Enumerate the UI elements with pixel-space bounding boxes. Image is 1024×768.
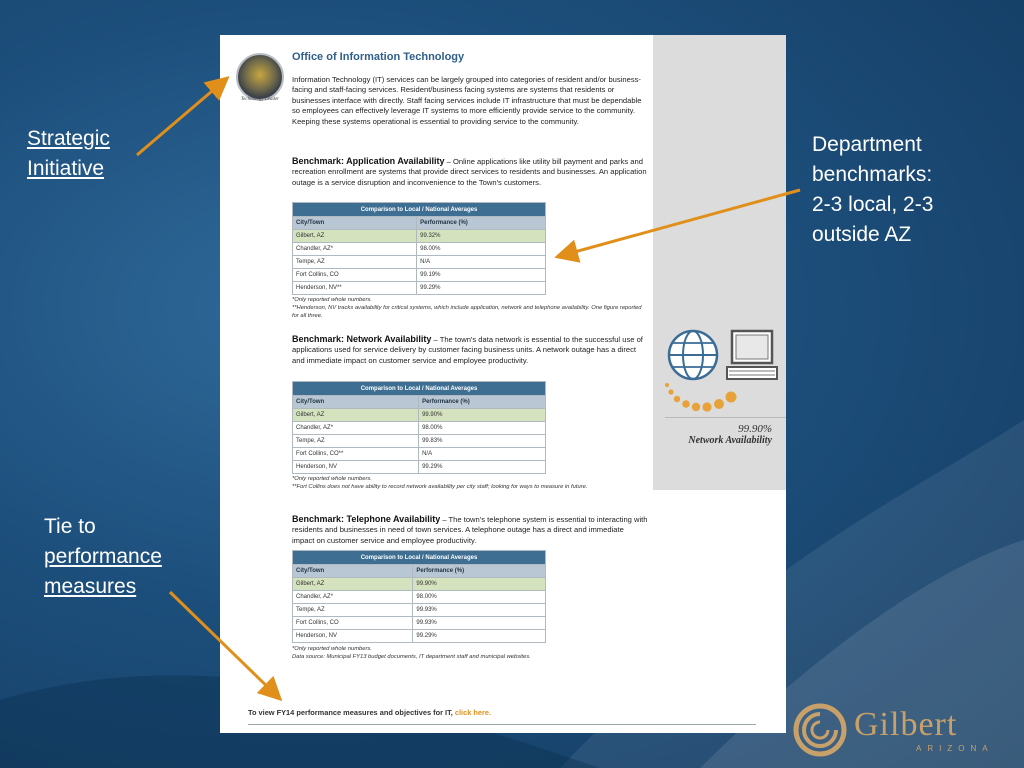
callout-strategic-initiative: Strategic Initiative — [27, 127, 110, 180]
section-application-text: Benchmark: Application Availability – Online applications like utility bill payment and parks and recreation enrollment are systems that provide direct services to residents and businesses. An application outage is a service disruption and inconvenience to the Town's customers. — [292, 156, 647, 187]
table-row: Gilbert, AZ 99.32% — [293, 230, 546, 243]
gilbert-brand — [792, 700, 1002, 760]
document-page — [220, 35, 786, 733]
footer-text: To view FY14 performance measures and objectives for IT, click here. — [248, 708, 492, 717]
footer-divider — [248, 724, 756, 725]
section-network-text: Benchmark: Network Availability – The town's data network is essential to the successful use of applications used for service delivery by customer facing business units. A network outage has a direct and immediate impact on customer service and employee productivity. — [292, 334, 643, 365]
table-row: Henderson, NV 99.29% — [293, 630, 546, 643]
brand-subtitle: ARIZONA — [916, 744, 994, 753]
table-row: Gilbert, AZ 99.90% — [293, 409, 546, 422]
arrow-strategic — [137, 80, 225, 155]
technology-leader-seal-icon — [236, 53, 284, 101]
intro-paragraph: Information Technology (IT) services can be largely grouped into categories of resident and/or business-facing and staff-facing services. Resident/business facing systems are systems that residents or businesses interface with directly. Staff facing services include IT infrastructure that must be dependable so employees can effectively leverage IT systems to more efficiently provide service to the community. Keeping these systems operational is essential to providing service to the community. — [292, 75, 642, 126]
gilbert-swirl-icon — [792, 700, 852, 760]
table-row: Tempe, AZ 99.83% — [293, 435, 546, 448]
table-caption: Comparison to Local / National Averages — [293, 382, 546, 396]
section-telephone-notes: *Only reported whole numbers. Data source: Municipal FY13 budget documents, IT department staff and municipal websites. — [292, 646, 531, 660]
table-row: Fort Collins, CO** N/A — [293, 448, 546, 461]
globe-computer-icon — [665, 325, 780, 415]
table-row: Henderson, NV** 99.29% — [293, 282, 546, 295]
table-row: Tempe, AZ 99.93% — [293, 604, 546, 617]
section-application-notes: *Only reported whole numbers. **Henderson, NV tracks availability for critical systems, which include application, network and telephone availability. One figure reported for all three. — [292, 297, 642, 319]
table-row: Chandler, AZ* 98.00% — [293, 422, 546, 435]
section-network-notes: *Only reported whole numbers. **Fort Collins does not have ability to record network availability per city staff; looking for ways to measure in future. — [292, 476, 588, 490]
table-network-availability: Comparison to Local / National Averages City/Town Performance (%) Gilbert, AZ 99.90% Chandler, AZ* 98.00% Tempe, AZ 99.83% Fort Collins, CO** N/A Henderson, NV 99.29% — [292, 381, 546, 474]
click-here-link[interactable]: click here. — [454, 708, 492, 717]
table-row: Chandler, AZ* 98.00% — [293, 591, 546, 604]
table-row: Fort Collins, CO 99.93% — [293, 617, 546, 630]
side-gray-band — [653, 35, 786, 490]
table-telephone-availability: Comparison to Local / National Averages City/Town Performance (%) Gilbert, AZ 99.90% Chandler, AZ* 98.00% Tempe, AZ 99.93% Fort Collins, CO 99.93% Henderson, NV 99.29% — [292, 550, 546, 643]
table-row: Chandler, AZ* 98.00% — [293, 243, 546, 256]
section-telephone-text: Benchmark: Telephone Availability – The town's telephone system is essential to interacting with residents and businesses in need of town services. A telephone outage has a direct and immediate impact on customer service and employee productivity. — [292, 514, 648, 545]
table-caption: Comparison to Local / National Averages — [293, 203, 546, 217]
table-row: Fort Collins, CO 99.19% — [293, 269, 546, 282]
callout-department-benchmarks: Department benchmarks: 2-3 local, 2-3 outside AZ — [812, 133, 934, 246]
document-title: Office of Information Technology — [292, 51, 465, 63]
table-application-availability: Comparison to Local / National Averages City/Town Performance (%) Gilbert, AZ 99.32% Chandler, AZ* 98.00% Tempe, AZ N/A Fort Collins, CO 99.19% Henderson, NV** 99.29% — [292, 202, 546, 295]
table-row: Henderson, NV 99.29% — [293, 461, 546, 474]
brand-name: Gilbert — [854, 706, 958, 743]
callout-performance-measures: Tie to performance measures — [44, 515, 162, 598]
network-availability-stat: 99.90% Network Availability — [688, 423, 772, 446]
table-row: Tempe, AZ N/A — [293, 256, 546, 269]
stat-divider — [665, 417, 786, 418]
table-caption: Comparison to Local / National Averages — [293, 551, 546, 565]
table-row: Gilbert, AZ 99.90% — [293, 578, 546, 591]
logo-caption: Technology Leader — [240, 97, 280, 102]
